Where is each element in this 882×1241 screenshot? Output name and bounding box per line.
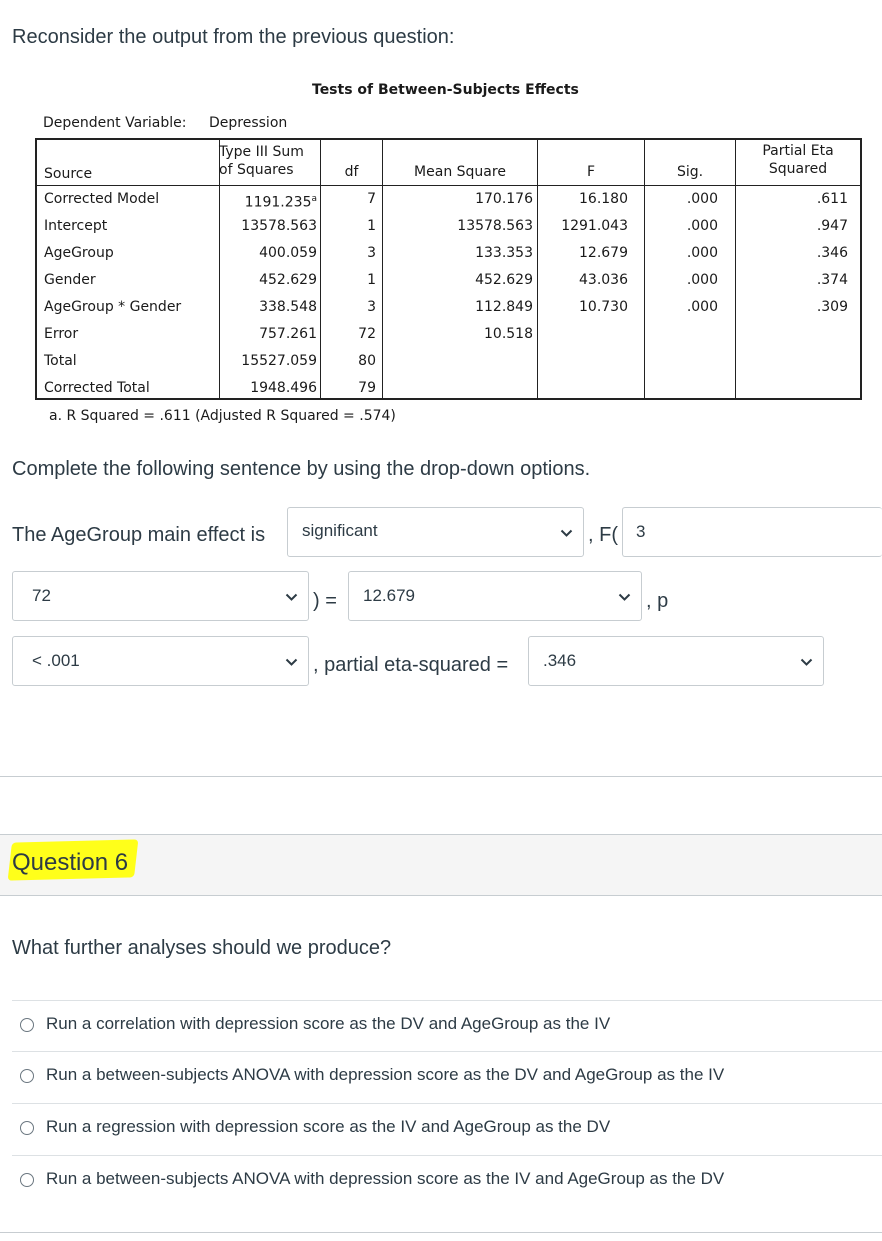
- sentence-f-open: , F(: [588, 524, 618, 546]
- df1-dropdown[interactable]: [622, 507, 882, 557]
- row-ss: 15527.059: [241, 353, 317, 369]
- row-source: Gender: [44, 272, 96, 288]
- row-ms: 452.629: [475, 272, 533, 288]
- header-eta-line1: Partial Eta: [762, 143, 834, 159]
- row-source: AgeGroup: [44, 245, 114, 261]
- row-source: Corrected Model: [44, 191, 160, 207]
- significance-dropdown-value: significant: [302, 521, 378, 540]
- row-df: 79: [358, 380, 376, 396]
- chevron-down-icon: [618, 593, 631, 602]
- answer-label: Run a regression with depression score as the IV and AgeGroup as the DV: [46, 1117, 611, 1136]
- header-ss-line2-text: of Squares: [219, 162, 294, 178]
- answer-option[interactable]: [12, 1155, 882, 1207]
- eta-dropdown[interactable]: [528, 636, 824, 686]
- header-mean-square: Mean Square: [414, 164, 506, 180]
- header-sig: Sig.: [676, 164, 704, 180]
- chevron-down-icon: [800, 658, 813, 667]
- chevron-down-icon: [285, 658, 298, 667]
- bottom-divider: [0, 1232, 882, 1233]
- question-header: [0, 834, 882, 896]
- row-df: 1: [367, 272, 376, 288]
- row-source: Corrected Total: [44, 380, 150, 396]
- f-value-dropdown[interactable]: [348, 571, 642, 621]
- radio-button[interactable]: [20, 1018, 34, 1032]
- row-ms: 170.176: [475, 191, 533, 207]
- row-ms: 133.353: [475, 245, 533, 261]
- chevron-down-icon: [285, 593, 298, 602]
- p-value-dropdown-value: < .001: [32, 651, 80, 670]
- answer-label: Run a between-subjects ANOVA with depression score as the DV and AgeGroup as the IV: [46, 1065, 725, 1084]
- intro-text: Reconsider the output from the previous question:: [12, 26, 455, 48]
- row-f: 10.730: [579, 299, 628, 315]
- significance-dropdown[interactable]: [287, 507, 584, 557]
- header-source: Source: [44, 166, 93, 182]
- row-df: 3: [367, 299, 376, 315]
- p-value-dropdown[interactable]: [12, 636, 309, 686]
- question-text: What further analyses should we produce?: [12, 937, 392, 959]
- row-eta: .346: [816, 245, 848, 261]
- df1-dropdown-value: 3: [636, 522, 646, 541]
- row-ss: 338.548: [259, 299, 317, 315]
- header-partial-eta: [736, 142, 860, 178]
- row-df: 80: [358, 353, 376, 369]
- row-ss: 452.629: [259, 272, 317, 288]
- header-f: F: [586, 164, 596, 180]
- sentence-f-equals: ) =: [313, 590, 337, 612]
- dependent-variable-value: Depression: [209, 115, 288, 131]
- sentence-partial-eta: , partial eta-squared =: [313, 654, 509, 676]
- row-source: Intercept: [44, 218, 108, 234]
- sentence-prefix: The AgeGroup main effect is: [12, 524, 266, 546]
- row-eta: .947: [816, 218, 848, 234]
- table-footnote: a. R Squared = .611 (Adjusted R Squared = .574): [49, 408, 396, 424]
- row-ss: 1948.496: [250, 380, 317, 396]
- row-f: 43.036: [579, 272, 628, 288]
- header-ss-text: [215, 143, 319, 179]
- row-sig: .000: [686, 191, 718, 207]
- question-divider: [0, 776, 882, 777]
- radio-button[interactable]: [20, 1069, 34, 1083]
- row-f: 1291.043: [561, 218, 628, 234]
- row-ss: 757.261: [259, 326, 317, 342]
- row-source: Error: [44, 326, 79, 342]
- answer-label: Run a between-subjects ANOVA with depression score as the IV and AgeGroup as the DV: [46, 1169, 725, 1188]
- ss-value: 1191.235: [244, 194, 312, 211]
- f-value-dropdown-value: 12.679: [363, 586, 415, 605]
- ss-superscript: a: [311, 194, 317, 204]
- chevron-down-icon: [560, 529, 573, 538]
- answer-option[interactable]: [12, 1051, 882, 1103]
- row-sig: .000: [686, 218, 718, 234]
- header-df: df: [344, 164, 359, 180]
- row-ss: 400.059: [259, 245, 317, 261]
- row-sig: .000: [686, 299, 718, 315]
- row-f: 12.679: [579, 245, 628, 261]
- row-df: 72: [358, 326, 376, 342]
- table-title: Tests of Between-Subjects Effects: [312, 82, 579, 98]
- answer-label: Run a correlation with depression score as the DV and AgeGroup as the IV: [46, 1014, 611, 1033]
- row-df: 7: [367, 191, 376, 207]
- header-eta-line2: Squared: [768, 161, 828, 177]
- row-ms: 13578.563: [457, 218, 533, 234]
- anova-table: [35, 138, 862, 400]
- row-eta: .611: [816, 191, 848, 207]
- answer-option[interactable]: [12, 1000, 882, 1052]
- row-sig: .000: [686, 272, 718, 288]
- row-df: 1: [367, 218, 376, 234]
- row-ms: 112.849: [475, 299, 533, 315]
- header-ss-line1-text: Type III Sum: [219, 144, 304, 160]
- eta-dropdown-value: .346: [543, 651, 577, 670]
- df2-dropdown[interactable]: [12, 571, 309, 621]
- row-eta: .309: [816, 299, 848, 315]
- row-sig: .000: [686, 245, 718, 261]
- instruction-text: Complete the following sentence by using the drop-down options.: [12, 458, 591, 480]
- row-ss: [221, 190, 317, 211]
- row-ss: 13578.563: [241, 218, 317, 234]
- dependent-variable-label: Dependent Variable:: [43, 115, 187, 131]
- row-source: Total: [44, 353, 77, 369]
- radio-button[interactable]: [20, 1121, 34, 1135]
- radio-button[interactable]: [20, 1173, 34, 1187]
- answer-option[interactable]: [12, 1103, 882, 1155]
- row-ms: 10.518: [484, 326, 533, 342]
- row-source: AgeGroup * Gender: [44, 299, 182, 315]
- df2-dropdown-value: 72: [32, 586, 51, 605]
- row-eta: .374: [816, 272, 848, 288]
- row-df: 3: [367, 245, 376, 261]
- sentence-p: , p: [646, 590, 669, 612]
- question-title: Question 6: [12, 849, 129, 876]
- row-f: 16.180: [579, 191, 628, 207]
